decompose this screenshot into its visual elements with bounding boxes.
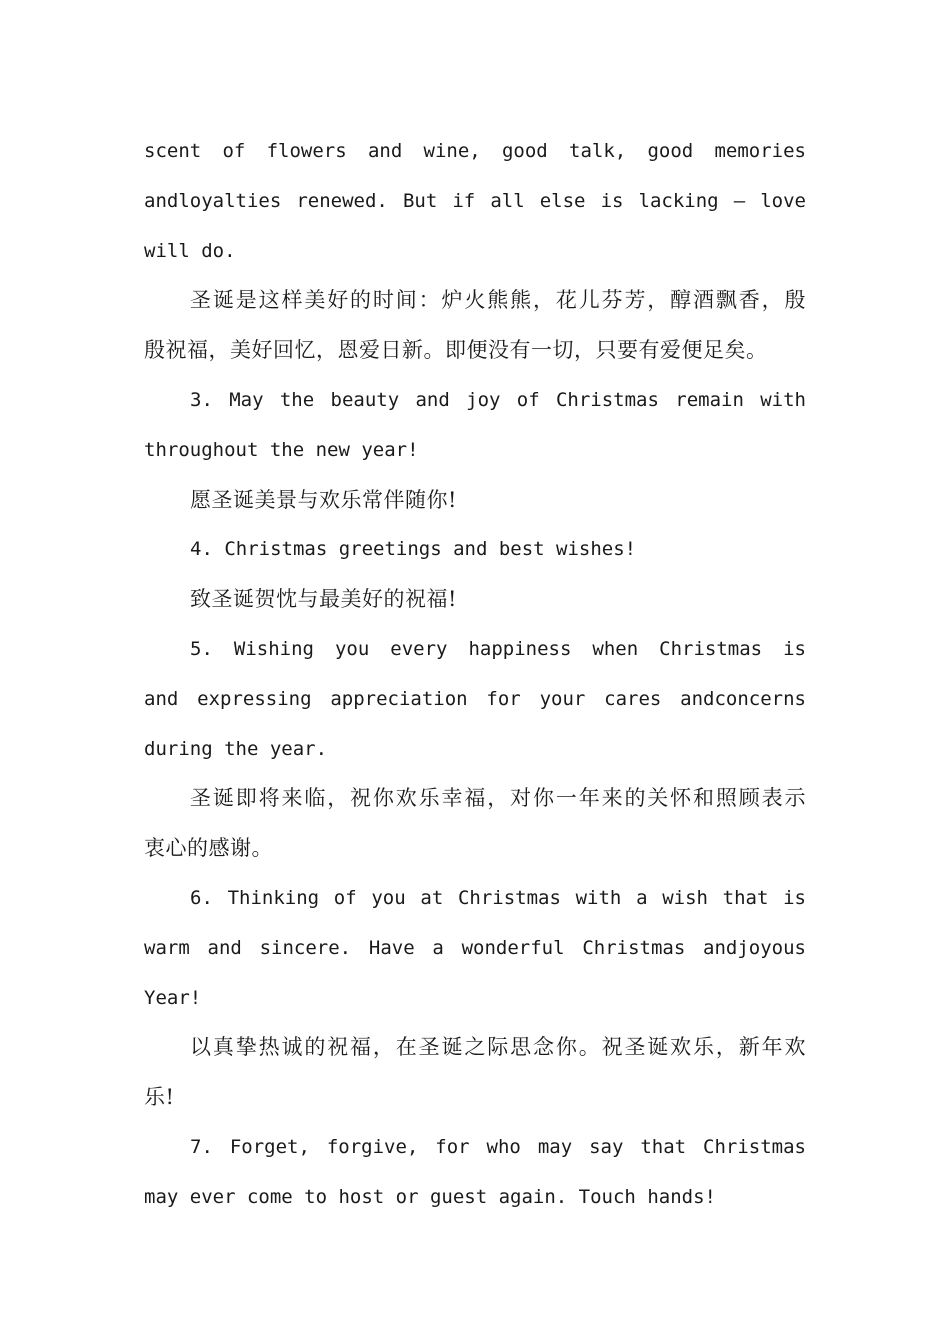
text-line: may ever come to host or guest again. Touch hands!	[144, 1185, 716, 1208]
english-paragraph	[144, 1123, 806, 1223]
chinese-paragraph	[144, 774, 806, 874]
text-line: 愿圣诞美景与欢乐常伴随你!	[190, 487, 457, 512]
text-line: 乐!	[144, 1085, 175, 1110]
text-line: 6. Thinking of you at Christmas with a wish that is	[190, 886, 806, 909]
english-paragraph	[144, 127, 806, 276]
text-line: andloyalties renewed. But if all else is lacking – love	[144, 189, 806, 212]
english-paragraph	[144, 874, 806, 1023]
text-line: 4. Christmas greetings and best wishes!	[190, 538, 637, 561]
text-line: 致圣诞贺忱与最美好的祝福!	[190, 587, 457, 612]
text-line: 3. May the beauty and joy of Christmas remain with	[190, 388, 806, 411]
text-line: throughout the new year!	[144, 438, 419, 461]
english-paragraph	[144, 525, 806, 575]
text-line: 圣诞即将来临，祝你欢乐幸福，对你一年来的关怀和照顾表示	[190, 786, 806, 811]
document-body	[144, 127, 806, 1223]
chinese-paragraph	[144, 1023, 806, 1123]
text-line: will do.	[144, 239, 236, 262]
english-paragraph	[144, 376, 806, 476]
text-line: 7. Forget, forgive, for who may say that Christmas	[190, 1135, 806, 1158]
text-line: 衷心的感谢。	[144, 836, 273, 861]
english-paragraph	[144, 625, 806, 774]
text-line: 以真挚热诚的祝福，在圣诞之际思念你。祝圣诞欢乐，新年欢	[190, 1035, 806, 1060]
text-line: warm and sincere. Have a wonderful Christmas andjoyous	[144, 936, 806, 959]
text-line: Year!	[144, 986, 202, 1009]
text-line: during the year.	[144, 737, 328, 760]
text-line: 圣诞是这样美好的时间：炉火熊熊，花儿芬芳，醇酒飘香，殷	[190, 288, 806, 313]
text-line: scent of flowers and wine, good talk, good memories	[144, 140, 806, 162]
chinese-paragraph	[144, 276, 806, 376]
chinese-paragraph	[144, 575, 806, 625]
text-line: 5. Wishing you every happiness when Christmas is	[190, 637, 806, 660]
chinese-paragraph	[144, 476, 806, 526]
text-line: and expressing appreciation for your cares andconcerns	[144, 687, 806, 710]
text-line: 殷祝福，美好回忆，恩爱日新。即便没有一切，只要有爱便足矣。	[144, 338, 768, 363]
